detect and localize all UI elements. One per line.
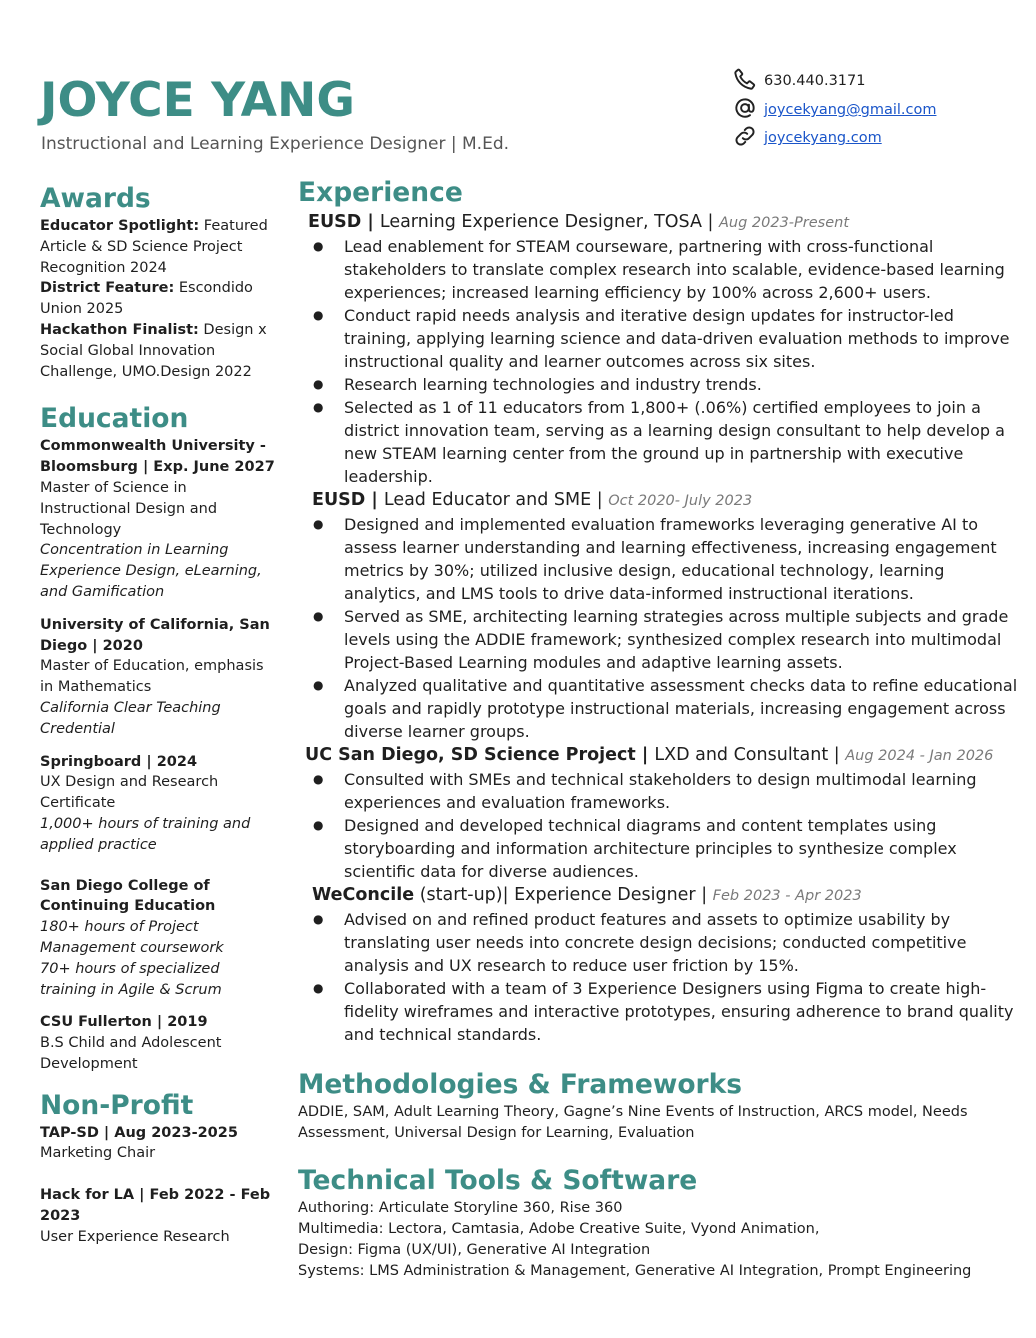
bullet-item: ● Selected as 1 of 11 educators from 1,800+ (.06%) certified employees to join a district innovation team, serving as a learning design consultant to help develop a new STEAM learning center from the ground up in partnership with executive leadership. — [298, 396, 1018, 488]
job-entry — [298, 488, 1018, 743]
contact-website-row — [732, 123, 882, 153]
methodologies-text: ADDIE, SAM, Adult Learning Theory, Gagne’s Nine Events of Instruction, ARCS model, Needs Assessment, Universal Design for Learning, Evaluation — [298, 1104, 968, 1141]
job-entry — [298, 210, 1018, 488]
tools-line: Systems: LMS Administration & Management, Generative AI Integration, Prompt Engineering — [298, 1263, 972, 1279]
bullet-item: ● Designed and implemented evaluation frameworks leveraging generative AI to assess learner understanding and learning effectiveness, increasing engagement metrics by 30%; utilized inclusive design, educational technology, learning analytics, and LMS tools to drive data-informed instructional iterations. — [298, 513, 1018, 605]
job-header: UC San Diego, SD Science Project | LXD and Consultant | Aug 2024 - Jan 2026 — [305, 745, 994, 765]
awards-heading: Awards — [40, 183, 151, 214]
job-bullets — [298, 908, 1018, 1046]
nonprofit-heading: Non-Profit — [40, 1089, 194, 1121]
nonprofit-item: TAP-SD | Aug 2023-2025 Marketing Chair — [40, 1124, 238, 1162]
bullet-item: ● Research learning technologies and industry trends. — [298, 373, 1018, 396]
experience-heading: Experience — [298, 177, 463, 208]
tools-line: Authoring: Articulate Storyline 360, Rise 360 — [298, 1200, 623, 1216]
website-link[interactable]: joycekyang.com — [764, 130, 882, 146]
candidate-subtitle: Instructional and Learning Experience Designer | M.Ed. — [41, 134, 510, 154]
education-item: University of California, San Diego | 2020 Master of Education, emphasis in Mathematics California Clear Teaching Credential — [40, 616, 270, 737]
education-item: San Diego College of Continuing Education 180+ hours of Project Management coursework 70+ hours of specialized training in Agile & Scrum — [40, 877, 224, 998]
job-bullets — [298, 768, 1018, 883]
left-column — [40, 182, 276, 1248]
job-entry — [298, 883, 1018, 1046]
bullet-item: ● Collaborated with a team of 3 Experience Designers using Figma to create high-fidelity wireframes and interactive prototypes, ensuring adherence to brand quality and technical standards. — [298, 977, 1018, 1046]
bullet-item: ● Advised on and refined product features and assets to optimize usability by translating user needs into concrete design decisions; conducted competitive analysis and UX research to reduce user friction by 15%. — [298, 908, 1018, 977]
nonprofit-item: Hack for LA | Feb 2022 - Feb 2023 User Experience Research — [40, 1187, 271, 1245]
bullet-item: ● Analyzed qualitative and quantitative assessment checks data to refine educational goals and rapidly prototype instructional materials, increasing engagement across diverse learner groups. — [298, 674, 1018, 743]
tools-heading: Technical Tools & Software — [298, 1165, 698, 1196]
candidate-name: JOYCE YANG — [40, 73, 355, 128]
bullet-item: ● Lead enablement for STEAM courseware, partnering with cross-functional stakeholders to translate complex research into scalable, evidence-based learning experiences; increased learning efficiency by 100% across 2,600+ users. — [298, 235, 1018, 304]
methodologies-heading: Methodologies & Frameworks — [298, 1069, 743, 1100]
bullet-item: ● Conduct rapid needs analysis and iterative design updates for instructor-led training, applying learning science and data-driven evaluation methods to improve instructional quality and learner outcomes across six sites. — [298, 304, 1018, 373]
job-bullets — [298, 235, 1018, 488]
education-heading: Education — [40, 403, 189, 435]
education-item: CSU Fullerton | 2019 B.S Child and Adolescent Development — [40, 1014, 222, 1072]
bullet-item: ● Designed and developed technical diagrams and content templates using storyboarding and information architecture principles to synthesize complex scientific data for diverse audiences. — [298, 814, 1018, 883]
bullet-item: ● Served as SME, architecting learning strategies across multiple subjects and grade levels using the ADDIE framework; synthesized complex research into multimodal Project-Based Learning modules and adaptive learning assets. — [298, 605, 1018, 674]
job-bullets — [298, 513, 1018, 743]
job-header: WeConcile (start-up)| Experience Designer | Feb 2023 - Apr 2023 — [312, 885, 862, 905]
award-item: Educator Spotlight: Featured Article & SD Science Project Recognition 2024 — [40, 218, 268, 276]
award-item: District Feature: Escondido Union 2025 — [40, 280, 253, 318]
contact-email-row — [732, 95, 936, 125]
contact-phone-row — [732, 66, 865, 96]
tools-line: Multimedia: Lectora, Camtasia, Adobe Creative Suite, Vyond Animation, — [298, 1221, 820, 1237]
bullet-item: ● Consulted with SMEs and technical stakeholders to design multimodal learning experiences and evaluation frameworks. — [298, 768, 1018, 814]
job-header: EUSD | Lead Educator and SME | Oct 2020- July 2023 — [312, 490, 753, 510]
education-list — [40, 436, 276, 1074]
education-item: Springboard | 2024 UX Design and Research Certificate 1,000+ hours of training and applied practice — [40, 753, 251, 853]
link-icon — [732, 123, 764, 153]
nonprofit-list — [40, 1123, 276, 1248]
award-item: Hackathon Finalist: Design x Social Global Innovation Challenge, UMO.Design 2022 — [40, 321, 267, 380]
right-column — [298, 176, 1018, 1282]
email-link[interactable]: joycekyang@gmail.com — [764, 102, 937, 118]
phone-icon — [732, 66, 764, 96]
at-sign-icon — [732, 95, 764, 125]
education-item: Commonwealth University - Bloomsburg | Exp. June 2027 Master of Science in Instructional Design and Technology Concentration in Learning Experience Design, eLearning, and Gamification — [40, 438, 275, 600]
tools-list — [298, 1198, 1018, 1282]
job-header: EUSD | Learning Experience Designer, TOSA | Aug 2023-Present — [308, 212, 850, 232]
job-entry — [298, 743, 1018, 883]
tools-line: Design: Figma (UX/UI), Generative AI Integration — [298, 1242, 651, 1258]
awards-list — [40, 216, 276, 382]
phone-number: 630.440.3171 — [764, 73, 866, 89]
